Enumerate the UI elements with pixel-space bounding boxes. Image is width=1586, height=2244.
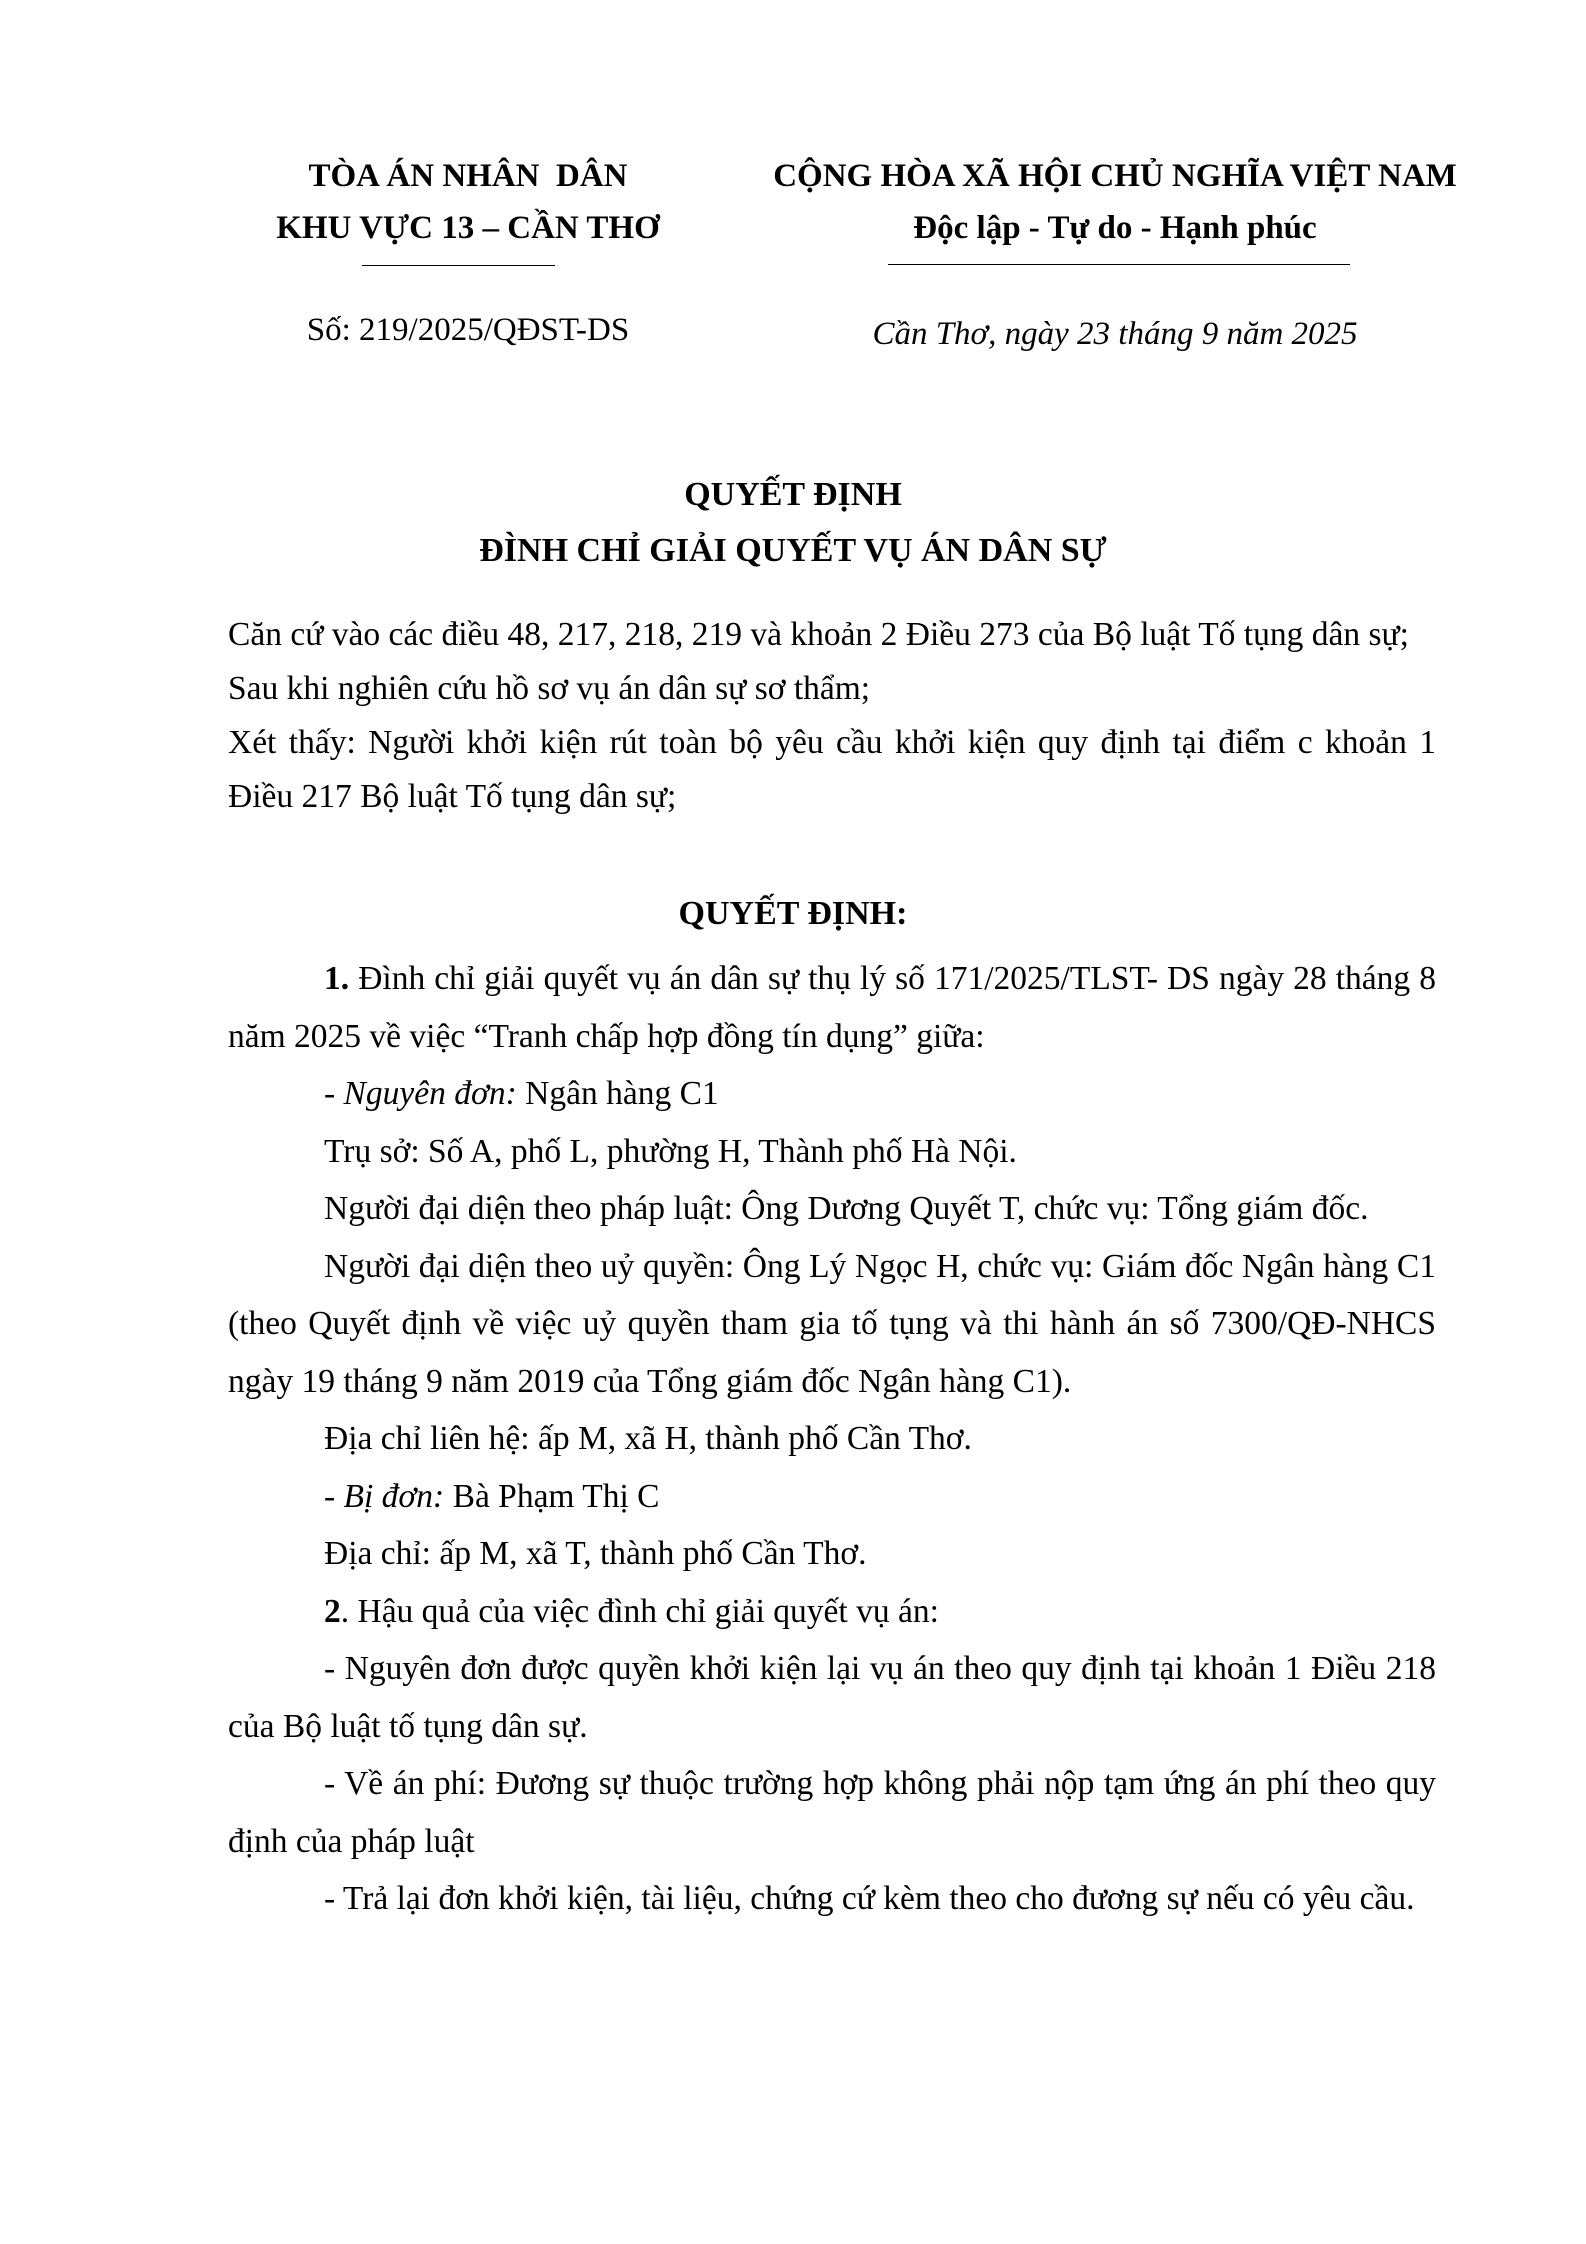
country-name: CỘNG HÒA XÃ HỘI CHỦ NGHĨA VIỆT NAM bbox=[773, 158, 1457, 194]
decision-heading: QUYẾT ĐỊNH: bbox=[678, 895, 908, 932]
court-name-line1: TÒA ÁN NHÂN DÂN bbox=[308, 158, 628, 194]
plaintiff-authorized-rep: Người đại diện theo uỷ quyền: Ông Lý Ngọc H, chức vụ: Giám đốc Ngân hàng C1 (theo Quyết định về việc uỷ quyền tham gia tố tụng và thi hành án số 7300/QĐ-NHCS ngày 19 tháng 9 năm 2019 của Tổng giám đốc Ngân hàng C1). bbox=[228, 1247, 1436, 1400]
plaintiff-name: Ngân hàng C1 bbox=[516, 1075, 719, 1112]
defendant-dash: - bbox=[324, 1477, 344, 1515]
item-1-number: 1. bbox=[324, 960, 350, 997]
plaintiff-office: Trụ sở: Số A, phố L, phường H, Thành phố Hà Nội. bbox=[324, 1132, 1017, 1170]
legal-basis: Căn cứ vào các điều 48, 217, 218, 219 và khoản 2 Điều 273 của Bộ luật Tố tụng dân sự; bbox=[228, 616, 1409, 653]
plaintiff-contact: Địa chỉ liên hệ: ấp M, xã H, thành phố Cần Thơ. bbox=[324, 1420, 972, 1457]
plaintiff-legal-rep: Người đại diện theo pháp luật: Ông Dương Quyết T, chức vụ: Tổng giám đốc. bbox=[324, 1190, 1369, 1227]
consequence-court-fee: - Về án phí: Đương sự thuộc trường hợp không phải nộp tạm ứng án phí theo quy định của pháp luật bbox=[228, 1765, 1436, 1860]
defendant bbox=[228, 1468, 1436, 1526]
court-name-line2: KHU VỰC 13 – CẦN THƠ bbox=[276, 210, 660, 246]
decision-body bbox=[228, 950, 1436, 1928]
plaintiff bbox=[228, 1065, 1436, 1123]
consequence-refile: - Nguyên đơn được quyền khởi kiện lại vụ án theo quy định tại khoản 1 Điều 218 của Bộ luật tố tụng dân sự. bbox=[228, 1650, 1436, 1745]
finding: Xét thấy: Người khởi kiện rút toàn bộ yêu cầu khởi kiện quy định tại điểm c khoản 1 Điều 217 Bộ luật Tố tụng dân sự; bbox=[228, 724, 1436, 815]
court-name bbox=[268, 150, 668, 254]
item-2-number: 2 bbox=[324, 1592, 341, 1630]
decision-item-1 bbox=[228, 950, 1436, 1065]
motto: Độc lập - Tự do - Hạnh phúc bbox=[913, 210, 1317, 246]
defendant-name: Bà Phạm Thị C bbox=[444, 1477, 660, 1515]
document-title: QUYẾT ĐỊNH bbox=[684, 476, 902, 513]
plaintiff-label: Nguyên đơn: bbox=[343, 1075, 517, 1112]
document-number: Số: 219/2025/QĐST-DS bbox=[306, 312, 630, 348]
defendant-address: Địa chỉ: ấp M, xã T, thành phố Cần Thơ. bbox=[324, 1535, 867, 1572]
preamble bbox=[228, 608, 1436, 824]
item-1-text: Đình chỉ giải quyết vụ án dân sự thụ lý số 171/2025/TLST- DS ngày 28 tháng 8 năm 2025 về việc “Tranh chấp hợp đồng tín dụng” giữa: bbox=[228, 960, 1436, 1055]
place-date: Cần Thơ, ngày 23 tháng 9 năm 2025 bbox=[872, 316, 1358, 352]
consequence-return-docs: - Trả lại đơn khởi kiện, tài liệu, chứng cứ kèm theo cho đương sự nếu có yêu cầu. bbox=[324, 1880, 1415, 1917]
case-review: Sau khi nghiên cứu hồ sơ vụ án dân sự sơ thẩm; bbox=[228, 670, 871, 707]
national-motto bbox=[740, 150, 1490, 254]
court-divider bbox=[362, 265, 555, 266]
defendant-label: Bị đơn: bbox=[343, 1477, 445, 1515]
motto-divider bbox=[888, 264, 1350, 265]
decision-item-2 bbox=[228, 1583, 1436, 1641]
plaintiff-dash: - bbox=[324, 1075, 344, 1112]
document-subtitle: ĐÌNH CHỈ GIẢI QUYẾT VỤ ÁN DÂN SỰ bbox=[479, 532, 1107, 569]
item-2-text: . Hậu quả của việc đình chỉ giải quyết vụ án: bbox=[340, 1592, 939, 1630]
